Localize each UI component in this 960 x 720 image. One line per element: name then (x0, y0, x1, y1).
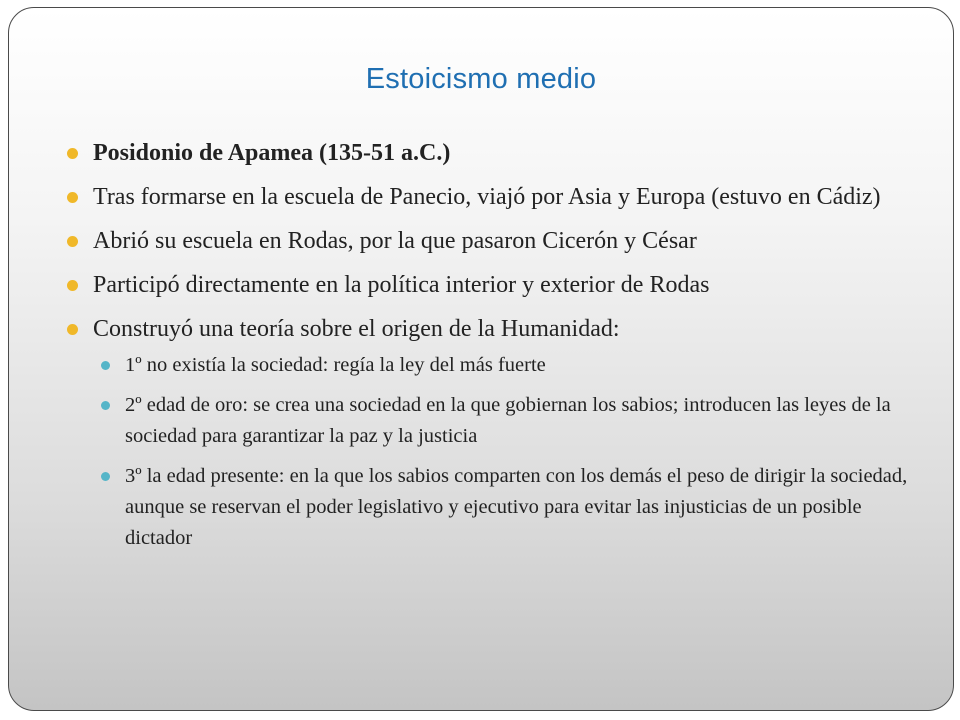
sub-bullet-dot-icon (101, 472, 110, 481)
sub-bullet-dot-icon (101, 361, 110, 370)
bullet-text: Abrió su escuela en Rodas, por la que pasaron Cicerón y César (93, 228, 697, 254)
slide-title: Estoicismo medio (365, 63, 597, 95)
bullet-text: Construyó una teoría sobre el origen de la Humanidad: (93, 316, 620, 342)
sub-bullet-item (101, 350, 931, 381)
bullet-dot-icon (67, 148, 78, 159)
sub-bullet-dot-icon (101, 401, 110, 410)
sub-bullet-text: 3º la edad presente: en la que los sabios comparten con los demás el peso de dirigir la sociedad, aunque se reservan el poder legislativo y ejecutivo para evitar las injusticias de un posible dictador (125, 465, 908, 549)
slide (8, 7, 954, 711)
slide-content (67, 136, 927, 563)
bullet-text: Posidonio de Apamea (135-51 a.C.) (93, 140, 451, 166)
sub-bullet-list (67, 350, 931, 554)
sub-bullet-item (101, 461, 931, 554)
sub-bullet-text: 2º edad de oro: se crea una sociedad en la que gobiernan los sabios; introducen las leyes de la sociedad para garantizar la paz y la justicia (125, 394, 891, 447)
bullet-dot-icon (67, 236, 78, 247)
bullet-text: Tras formarse en la escuela de Panecio, viajó por Asia y Europa (estuvo en Cádiz) (93, 184, 881, 210)
bullet-item (67, 224, 927, 258)
bullet-dot-icon (67, 192, 78, 203)
bullet-item (67, 312, 927, 346)
bullet-dot-icon (67, 324, 78, 335)
bullet-text: Participó directamente en la política interior y exterior de Rodas (93, 272, 710, 298)
bullet-list (67, 136, 927, 346)
bullet-item (67, 268, 927, 302)
sub-bullet-item (101, 390, 931, 452)
bullet-item (67, 136, 927, 170)
sub-bullet-text: 1º no existía la sociedad: regía la ley del más fuerte (125, 354, 546, 376)
bullet-dot-icon (67, 280, 78, 291)
bullet-item (67, 180, 927, 214)
